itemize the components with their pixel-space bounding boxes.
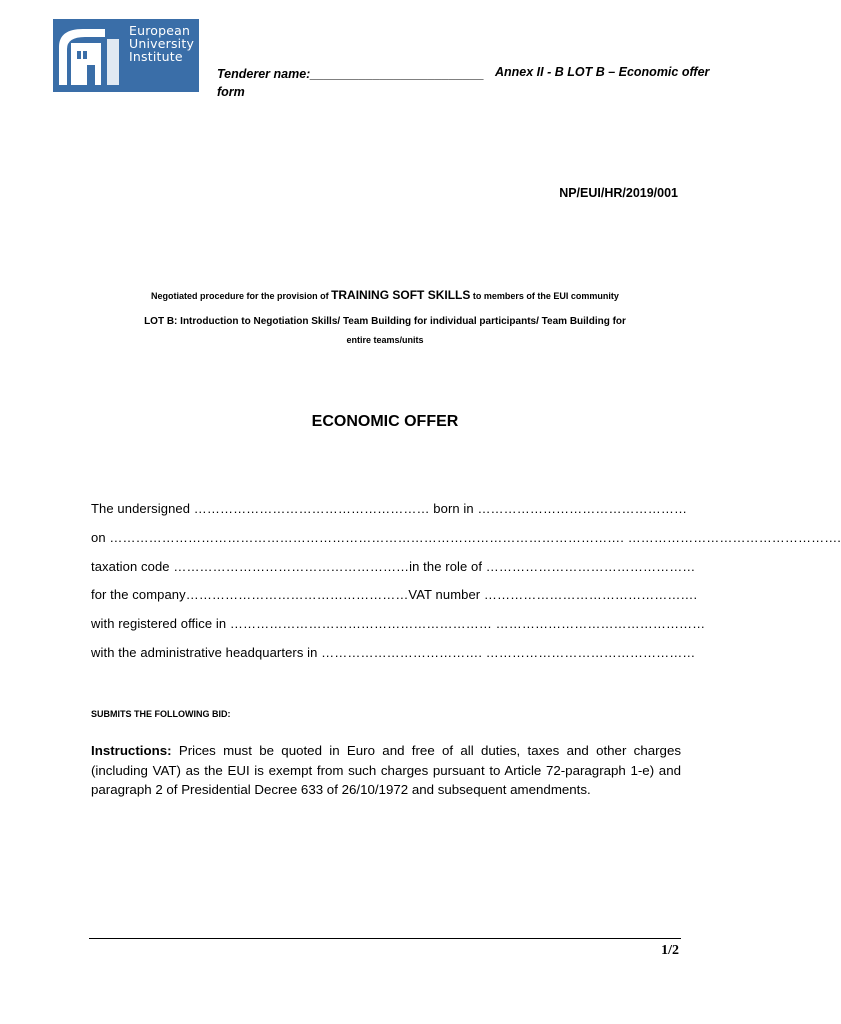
procedure-text: to members of the EUI community bbox=[470, 291, 619, 301]
procedure-emphasis: TRAINING SOFT SKILLS bbox=[331, 288, 471, 302]
procedure-title-line1 bbox=[90, 286, 680, 304]
lot-description-continuation: entire teams/units bbox=[346, 335, 424, 345]
procedure-title-line2 bbox=[90, 312, 680, 350]
form-line-birth-date[interactable]: on ………………………………………………………………………………………………………. …………………………………………. bbox=[91, 529, 841, 545]
submits-heading: SUBMITS THE FOLLOWING BID: bbox=[91, 709, 231, 719]
tenderer-name-continuation: form bbox=[217, 85, 245, 99]
form-line-company[interactable]: for the company……………………………………………VAT number …………………………………………. bbox=[91, 587, 698, 603]
lot-description: LOT B: Introduction to Negotiation Skills/ Team Building for individual participants/ Team Building for bbox=[144, 316, 626, 327]
form-line-registered-office[interactable]: with registered office in …………………………………………………… ………………………………………… bbox=[91, 616, 706, 632]
logo-line: University bbox=[129, 36, 195, 51]
instructions-label: Instructions: bbox=[91, 743, 172, 758]
offer-form bbox=[91, 501, 841, 674]
form-line-taxation-code[interactable]: taxation code ………………………………………………in the role of ………………………………………… bbox=[91, 558, 696, 574]
tenderer-name-line: Tenderer name:_________________________ bbox=[217, 67, 485, 81]
procedure-reference: NP/EUI/HR/2019/001 bbox=[559, 186, 678, 200]
footer-divider bbox=[89, 938, 681, 939]
instructions-text: Prices must be quoted in Euro and free of all duties, taxes and other charges (including VAT) as the EUI is exempt from such charges pursuant to Article 72-paragraph 1-e) and paragraph 2 of Presidential Decree 633 of 26/10/1972 and subsequent amendments. bbox=[91, 743, 681, 797]
logo-line: European bbox=[129, 23, 191, 38]
instructions-paragraph bbox=[91, 741, 681, 800]
form-line-administrative-hq[interactable]: with the administrative headquarters in ………………………………. ………………………………………… bbox=[91, 644, 696, 660]
eui-building-icon bbox=[57, 25, 123, 89]
procedure-text: Negotiated procedure for the provision of bbox=[151, 291, 332, 301]
page-title: ECONOMIC OFFER bbox=[311, 413, 459, 430]
logo-line: Institute bbox=[129, 49, 183, 64]
form-line-undersigned[interactable]: The undersigned ……………………………………………… born in ………………………………………… bbox=[91, 501, 688, 516]
logo-wordmark bbox=[129, 24, 197, 63]
page-number: 1/2 bbox=[661, 943, 679, 958]
eui-logo bbox=[53, 19, 199, 92]
tenderer-name-header bbox=[217, 65, 484, 101]
annex-header: Annex II - B LOT B – Economic offer bbox=[495, 65, 710, 79]
